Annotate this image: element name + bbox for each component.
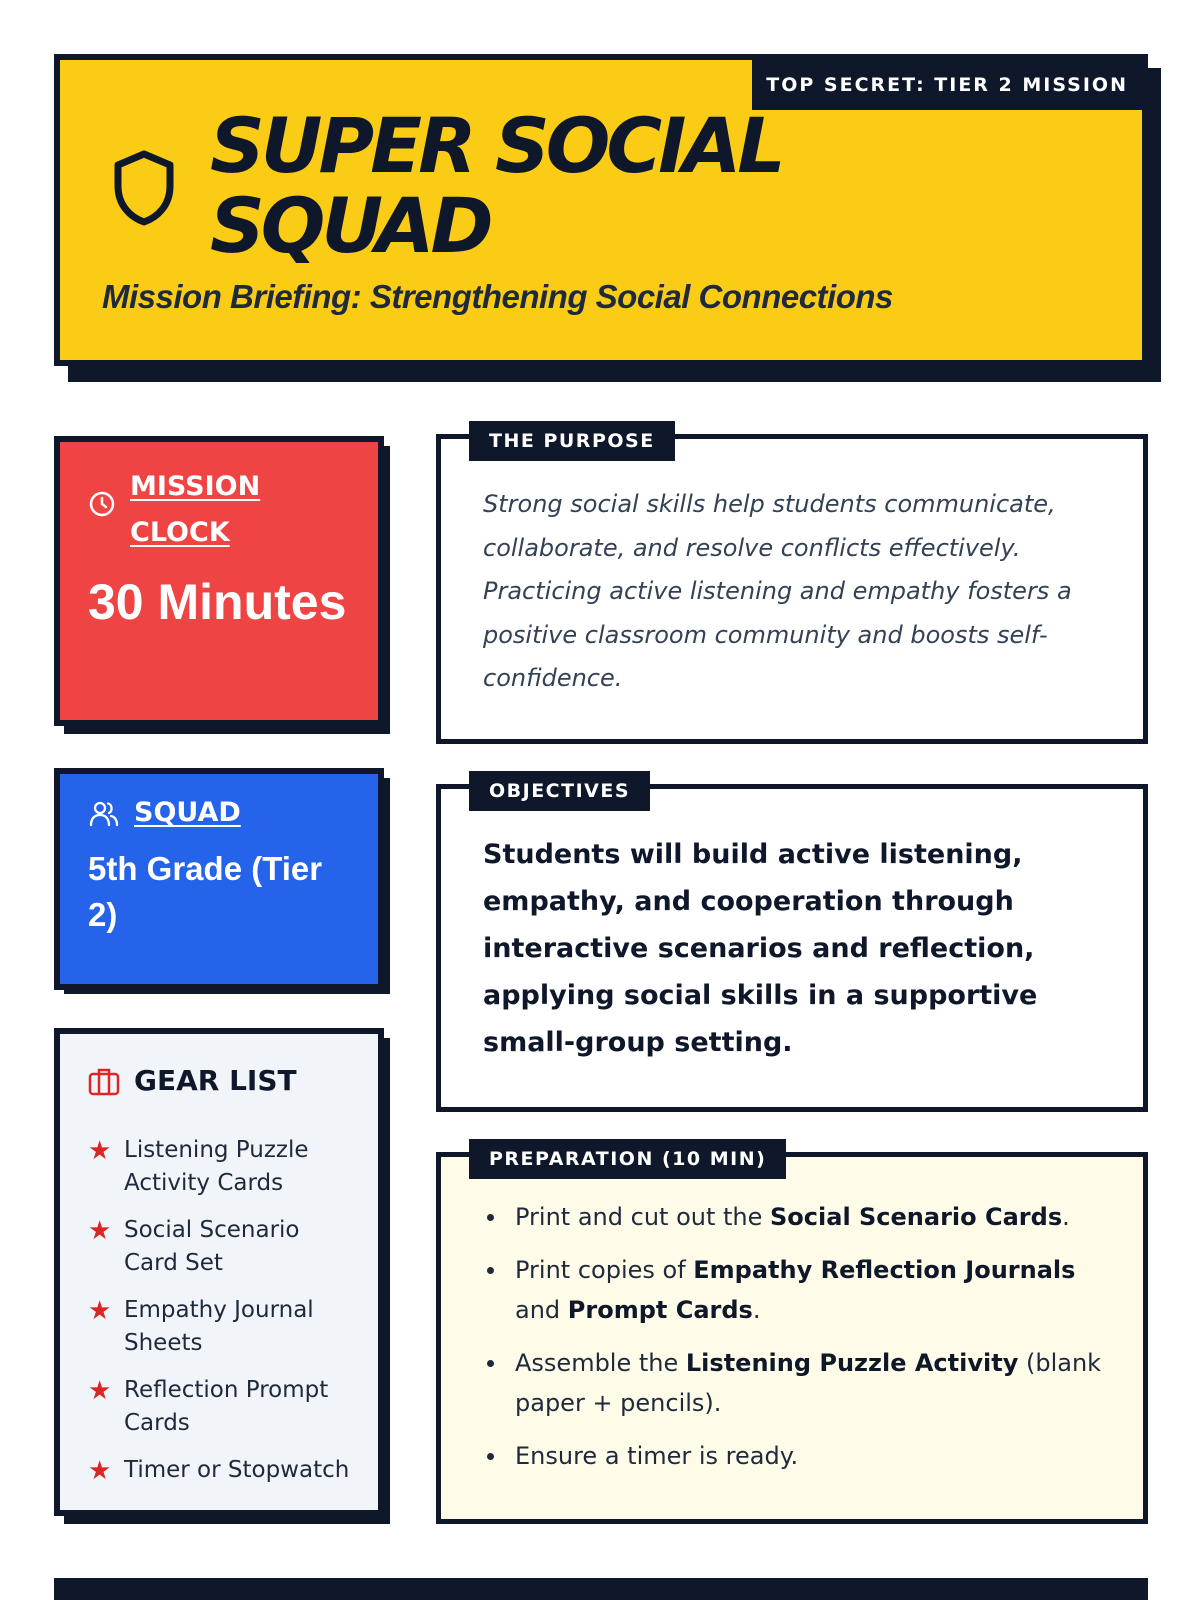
purpose-panel <box>436 430 1148 744</box>
squad-card-value: 5th Grade (Tier 2) <box>88 850 323 933</box>
mission-clock-card <box>54 436 384 726</box>
preparation-item-text: Print and cut out the <box>515 1203 771 1231</box>
secret-tag: TOP SECRET: TIER 2 MISSION <box>752 54 1148 110</box>
preparation-item <box>483 1197 1103 1237</box>
brand-title: SUPER SOCIAL SQUAD <box>210 101 782 270</box>
objectives-label: OBJECTIVES <box>469 771 650 811</box>
preparation-item-text: Assemble the <box>515 1349 686 1377</box>
gear-item-text: Empathy Journal Sheets <box>124 1297 314 1356</box>
preparation-item-text: and <box>515 1296 568 1324</box>
brand-subtitle: Mission Briefing: Strengthening Social Connections <box>102 278 893 315</box>
star-icon: ★ <box>88 1295 112 1325</box>
preparation-item-highlight: Social Scenario Cards <box>770 1203 1063 1231</box>
star-icon: ★ <box>88 1375 112 1405</box>
star-icon: ★ <box>88 1215 112 1245</box>
gear-item <box>88 1294 358 1360</box>
gear-item <box>88 1134 358 1200</box>
preparation-item <box>483 1436 1103 1476</box>
preparation-label: PREPARATION (10 MIN) <box>469 1139 786 1179</box>
squad-card <box>54 768 384 990</box>
star-icon: ★ <box>88 1135 112 1165</box>
squad-card-header <box>88 790 241 836</box>
squad-card-label: SQUAD <box>134 797 241 828</box>
preparation-list <box>483 1197 1103 1489</box>
preparation-item <box>483 1343 1103 1423</box>
clock-icon <box>88 490 116 518</box>
objectives-text: Students will build active listening, empathy, and cooperation through interactive scenarios and reflection, applying social skills in a supportive small-group setting. <box>483 839 1038 1058</box>
preparation-item-highlight: Listening Puzzle Activity <box>685 1349 1019 1377</box>
gear-item <box>88 1374 358 1440</box>
gear-list <box>88 1134 358 1501</box>
gear-item-text: Timer or Stopwatch <box>124 1457 350 1483</box>
footer-bar <box>54 1578 1148 1600</box>
preparation-item-highlight: Prompt Cards <box>567 1296 753 1324</box>
purpose-label: THE PURPOSE <box>469 421 675 461</box>
preparation-panel <box>436 1148 1148 1524</box>
objectives-panel <box>436 780 1148 1112</box>
gear-item-text: Social Scenario Card Set <box>124 1217 300 1276</box>
gear-item-text: Reflection Prompt Cards <box>124 1377 329 1436</box>
gear-list-card <box>54 1028 384 1516</box>
preparation-item-highlight: Empathy Reflection Journals <box>693 1256 1076 1284</box>
preparation-item-text: (blank paper + pencils). <box>515 1349 1102 1417</box>
preparation-item <box>483 1250 1103 1330</box>
gear-card-label: GEAR LIST <box>134 1064 297 1097</box>
briefcase-icon <box>88 1066 120 1096</box>
shield-icon <box>112 150 176 226</box>
preparation-item-text: . <box>752 1296 761 1324</box>
clock-card-header <box>88 464 310 556</box>
gear-item <box>88 1214 358 1280</box>
gear-item <box>88 1454 358 1487</box>
clock-card-label: MISSION CLOCK <box>130 471 261 548</box>
gear-item-text: Listening Puzzle Activity Cards <box>124 1137 309 1196</box>
preparation-item-text: Ensure a timer is ready. <box>515 1442 799 1470</box>
clock-card-value: 30 Minutes <box>88 574 347 630</box>
preparation-item-text: Print copies of <box>515 1256 694 1284</box>
gear-card-header <box>88 1064 297 1097</box>
star-icon: ★ <box>88 1455 112 1485</box>
mission-header <box>54 54 1148 366</box>
preparation-item-text: . <box>1062 1203 1070 1231</box>
purpose-text: Strong social skills help students communicate, collaborate, and resolve conflicts effectively. Practicing active listening and empathy fosters a positive classroom community and boosts self-confidence. <box>483 490 1072 692</box>
users-icon <box>88 798 120 830</box>
